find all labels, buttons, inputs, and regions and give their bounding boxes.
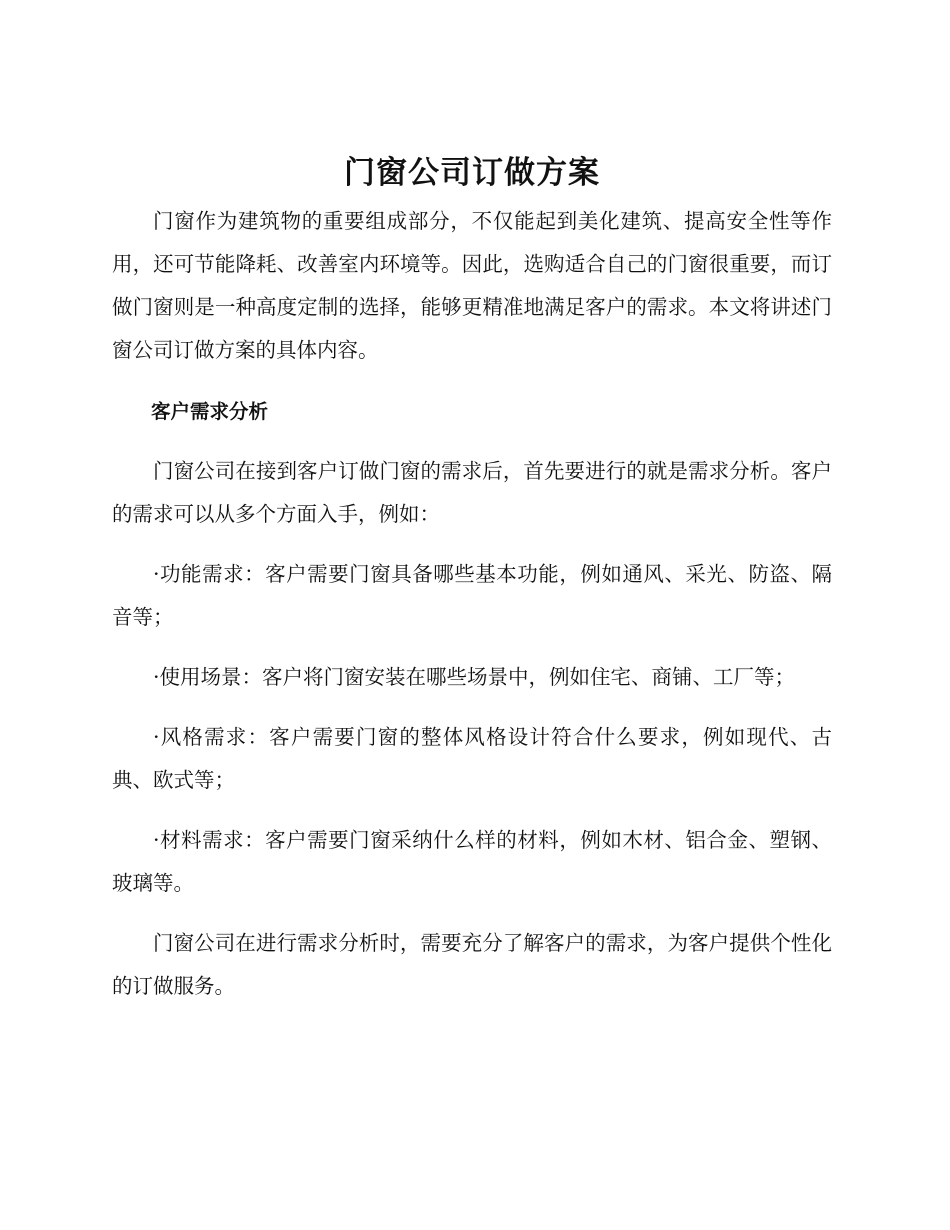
bullet-item-material: [112, 819, 832, 905]
bullet-text: 材料需求：客户需要门窗采纳什么样的材料，例如木材、铝合金、塑钢、玻璃等。: [112, 828, 832, 895]
bullet-item-scenario: [112, 656, 832, 699]
document-page: [112, 148, 832, 1008]
bullet-dot: ·: [153, 665, 160, 689]
bullet-text: 功能需求：客户需要门窗具备哪些基本功能，例如通风、采光、防盗、隔音等；: [112, 562, 832, 629]
bullet-dot: ·: [153, 828, 160, 852]
bullet-dot: ·: [153, 725, 160, 749]
bullet-dot: ·: [153, 562, 160, 586]
bullet-text: 风格需求：客户需要门窗的整体风格设计符合什么要求，例如现代、古典、欧式等；: [112, 725, 832, 792]
bullet-item-function: [112, 553, 832, 639]
section-intro-paragraph: 门窗公司在接到客户订做门窗的需求后，首先要进行的就是需求分析。客户的需求可以从多个方面入手，例如：: [112, 459, 832, 526]
section-heading: 客户需求分析: [151, 400, 269, 423]
intro-paragraph: 门窗作为建筑物的重要组成部分，不仅能起到美化建筑、提高安全性等作用，还可节能降耗、改善室内环境等。因此，选购适合自己的门窗很重要，而订做门窗则是一种高度定制的选择，能够更精准地满足客户的需求。本文将讲述门窗公司订做方案的具体内容。: [112, 209, 832, 362]
bullet-item-style: [112, 716, 832, 802]
conclusion-paragraph: 门窗公司在进行需求分析时，需要充分了解客户的需求，为客户提供个性化的订做服务。: [112, 931, 832, 998]
bullet-text: 使用场景：客户将门窗安装在哪些场景中，例如住宅、商铺、工厂等；: [159, 665, 796, 689]
document-title: 门窗公司订做方案: [344, 155, 600, 191]
